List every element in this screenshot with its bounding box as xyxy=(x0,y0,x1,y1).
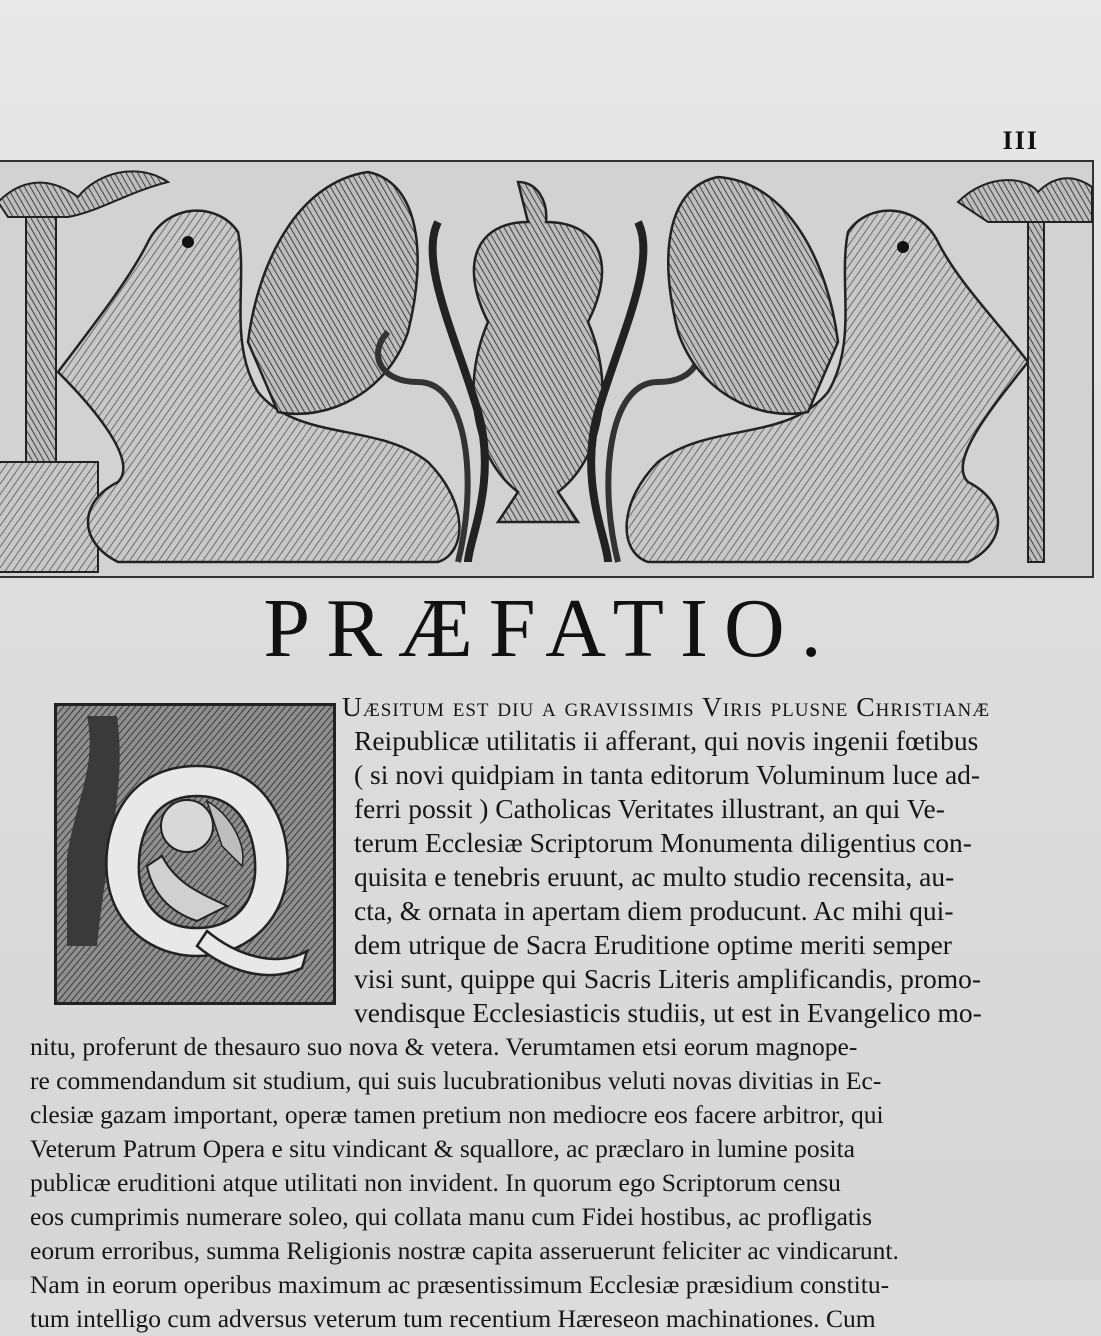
text-line: ferri possit ) Catholicas Veritates illustrant, an qui Ve- xyxy=(354,793,945,824)
text-line: terum Ecclesiæ Scriptorum Monumenta diligentius con- xyxy=(354,827,972,858)
historiated-initial xyxy=(54,703,336,1005)
text-line: clesiæ gazam important, operæ tamen pretium non mediocre eos facere arbitror, qui xyxy=(30,1100,884,1129)
text-line: re commendandum sit studium, qui suis lucubrationibus veluti novas divitias in Ec- xyxy=(30,1066,882,1095)
text-line: Veterum Patrum Opera e situ vindicant & squallore, ac præclaro in lumine posita xyxy=(30,1134,855,1163)
text-line: Nam in eorum operibus maximum ac præsentissimum Ecclesiæ præsidium constitu- xyxy=(30,1270,890,1299)
text-line: dem utrique de Sacra Eruditione optime meriti semper xyxy=(354,929,952,960)
text-line: eos cumprimis numerare soleo, qui collata manu cum Fidei hostibus, ac profligatis xyxy=(30,1202,873,1231)
text-line: publicæ eruditioni atque utilitati non invident. In quorum ego Scriptorum censu xyxy=(30,1168,841,1197)
text-line: Reipublicæ utilitatis ii afferant, qui novis ingenii fœtibus xyxy=(354,725,979,756)
text-line: ( si novi quidpiam in tanta editorum Voluminum luce ad- xyxy=(354,759,981,790)
text-line: vendisque Ecclesiasticis studiis, ut est in Evangelico mo- xyxy=(354,997,982,1028)
text-line: eorum erroribus, summa Religionis nostræ capita asseruerunt feliciter ac vindicarunt. xyxy=(30,1236,899,1265)
engraved-headpiece xyxy=(0,160,1094,578)
text-line: nitu, proferunt de thesauro suo nova & vetera. Verumtamen etsi eorum magnope- xyxy=(30,1032,858,1061)
text-line: cta, & ornata in apertam diem producunt. Ac mihi qui- xyxy=(354,895,954,926)
griffins-and-urn-engraving xyxy=(0,162,1092,576)
page-number: III xyxy=(1002,126,1039,155)
text-line: tum intelligo cum adversus veterum tum recentium Hæreseon machinationes. Cum xyxy=(30,1304,876,1333)
text-line: visi sunt, quippe qui Sacris Literis amplificandis, promo- xyxy=(354,963,982,994)
page-title: PRÆFATIO. xyxy=(263,582,838,675)
text-line: quisita e tenebris eruunt, ac multo studio recensita, au- xyxy=(354,861,955,892)
text-line: Uæsitum est diu a gravissimis Viris plusne Christianæ xyxy=(342,691,991,722)
initial-q-engraving xyxy=(57,706,333,1002)
